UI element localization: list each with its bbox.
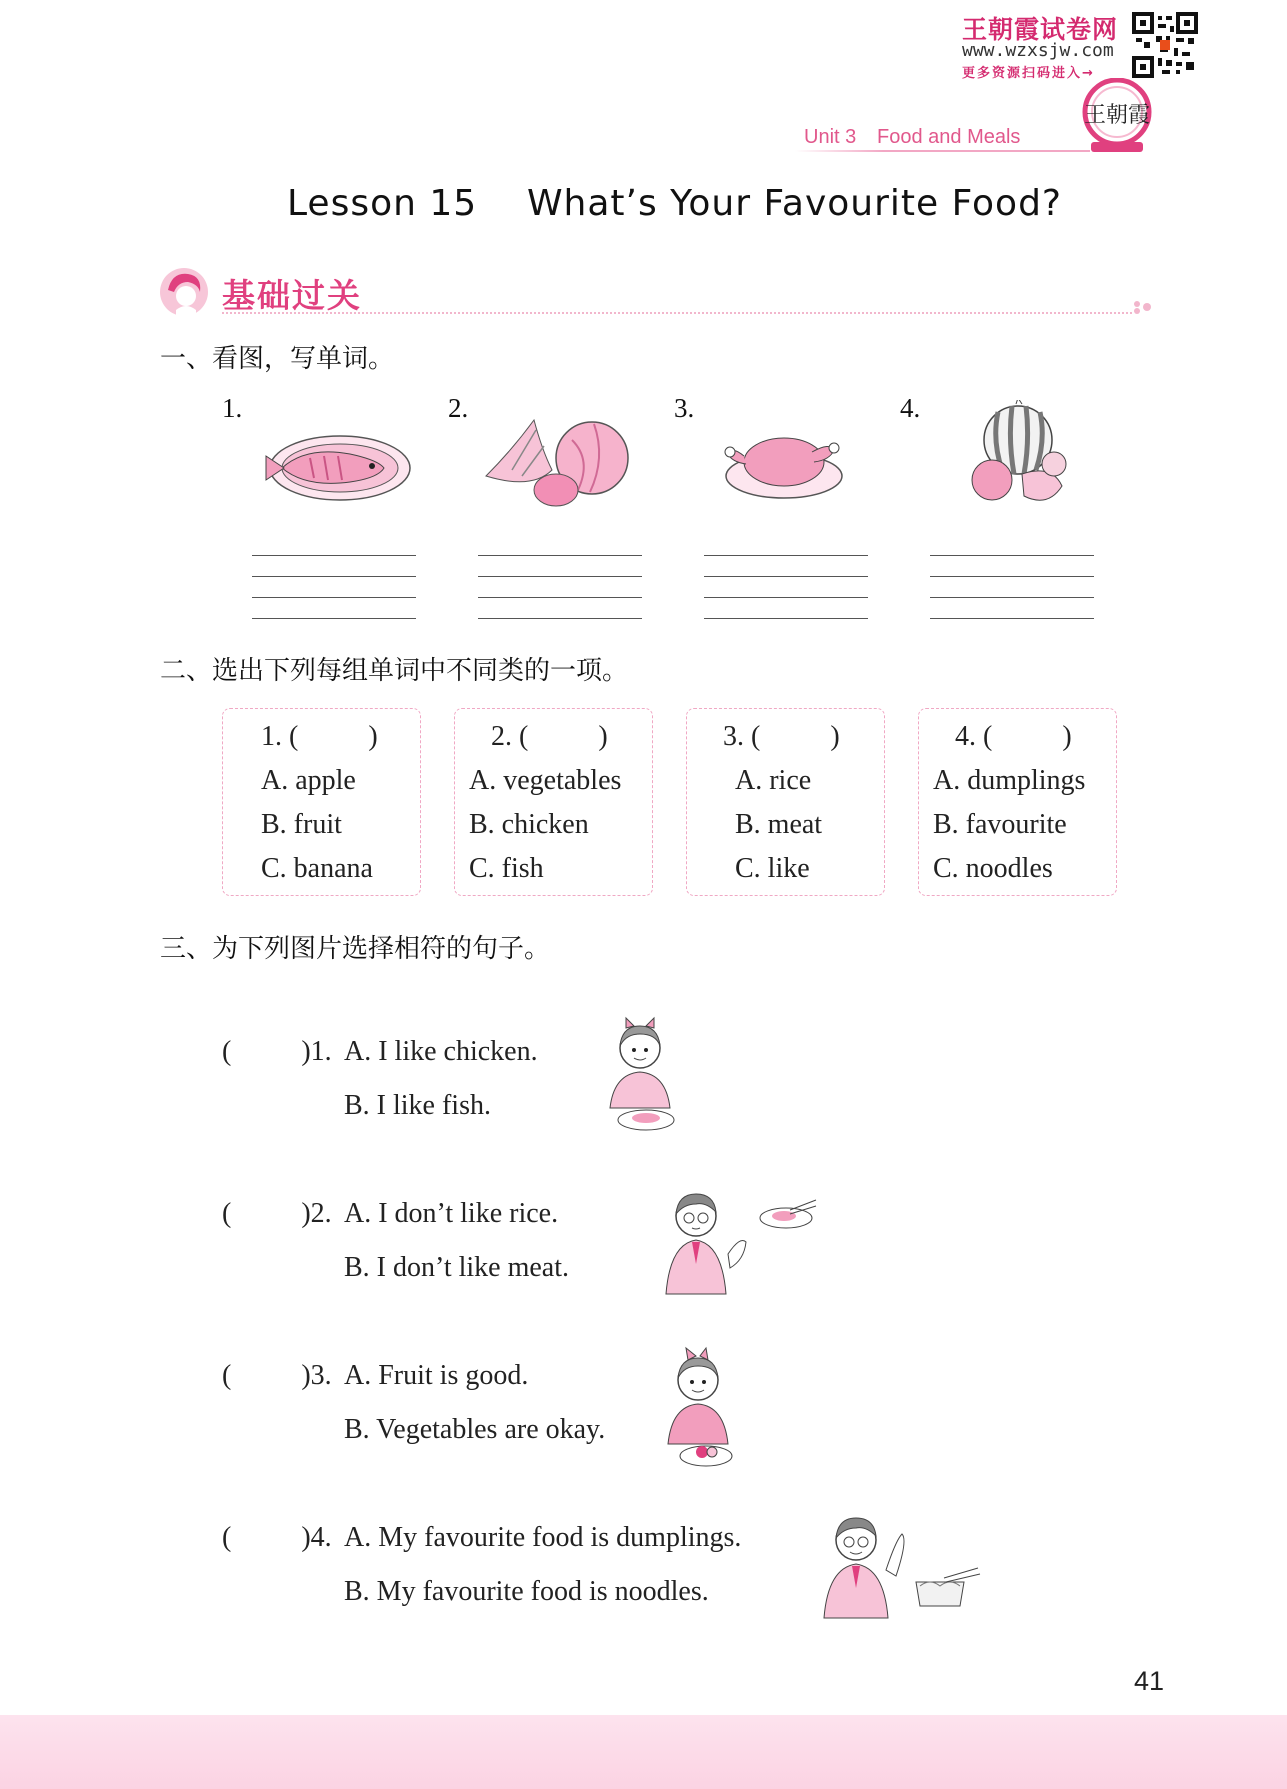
answer-bracket[interactable]: ( )3. [222,1360,332,1391]
picture-number: 4. [900,393,921,423]
answer-write-lines[interactable] [478,535,642,619]
group-answer-blank[interactable]: 4. ( ) [955,721,1072,752]
girl-with-vegetables-icon [658,1344,738,1472]
answer-bracket[interactable]: ( )1. [222,1036,332,1067]
teacher-avatar-icon [158,266,210,318]
sentence-option-b: B. My favourite food is noodles. [344,1576,709,1607]
sentence-option-b: B. I like fish. [344,1090,491,1121]
option-a: A. rice [735,765,812,796]
unit-underline [795,150,1090,152]
girl-with-fish-icon [600,1012,680,1136]
part1-heading: 一、看图，写单词。 [160,344,395,374]
group-answer-blank[interactable]: 1. ( ) [261,721,378,752]
brand-tagline: 更多资源扫码进入→ [962,66,1095,81]
word-group-box [918,708,1117,896]
word-group-box [454,708,653,896]
answer-bracket[interactable]: ( )4. [222,1522,332,1553]
chicken-picture-icon [722,428,844,502]
part2-heading: 二、选出下列每组单词中不同类的一项。 [160,656,629,686]
group-answer-blank[interactable]: 3. ( ) [723,721,840,752]
answer-write-lines[interactable] [704,535,868,619]
picture-number: 3. [674,393,695,423]
section-divider [222,312,1132,314]
page-number: 41 [1134,1666,1165,1696]
lesson-title: Lesson 15 What’s Your Favourite Food? [287,183,1063,224]
section-badge: 基础过关 [222,276,362,315]
option-b: B. meat [735,809,823,840]
dots-decoration-icon [1132,300,1158,314]
option-a: A. apple [261,765,356,796]
word-group-box [686,708,885,896]
fish-picture-icon [260,428,412,504]
option-c: C. banana [261,853,373,884]
sentence-option-b: B. Vegetables are okay. [344,1414,606,1445]
brand-url[interactable]: www.wzxsjw.com [962,40,1114,61]
group-answer-blank[interactable]: 2. ( ) [491,721,608,752]
qr-code-icon[interactable] [1132,12,1198,78]
option-b: B. favourite [933,809,1067,840]
option-c: C. noodles [933,853,1053,884]
unit-title: Food and Meals [877,126,1021,148]
sentence-option-a: A. I don’t like rice. [344,1198,559,1229]
option-c: C. like [735,853,810,884]
answer-bracket[interactable]: ( )2. [222,1198,332,1229]
option-b: B. chicken [469,809,589,840]
vegetables-picture-icon [482,410,640,508]
publisher-logo-icon [1075,78,1159,154]
picture-number: 1. [222,393,243,423]
picture-number: 2. [448,393,469,423]
brand-title: 王朝霞试卷网 [962,15,1119,44]
option-b: B. fruit [261,809,342,840]
option-a: A. vegetables [469,765,622,796]
option-a: A. dumplings [933,765,1086,796]
answer-write-lines[interactable] [930,535,1094,619]
sentence-option-a: A. Fruit is good. [344,1360,529,1391]
sentence-option-a: A. I like chicken. [344,1036,538,1067]
boy-with-noodles-icon [816,1510,984,1622]
part3-heading: 三、为下列图片选择相符的句子。 [160,934,551,964]
unit-number: Unit 3 [804,126,857,148]
boy-refusing-meat-icon [656,1184,820,1296]
fruit-picture-icon [962,400,1074,512]
sentence-option-b: B. I don’t like meat. [344,1252,569,1283]
logo-text: 王朝霞 [1083,103,1151,128]
sentence-option-a: A. My favourite food is dumplings. [344,1522,742,1553]
footer-band [0,1715,1287,1789]
option-c: C. fish [469,853,544,884]
answer-write-lines[interactable] [252,535,416,619]
word-group-box [222,708,421,896]
